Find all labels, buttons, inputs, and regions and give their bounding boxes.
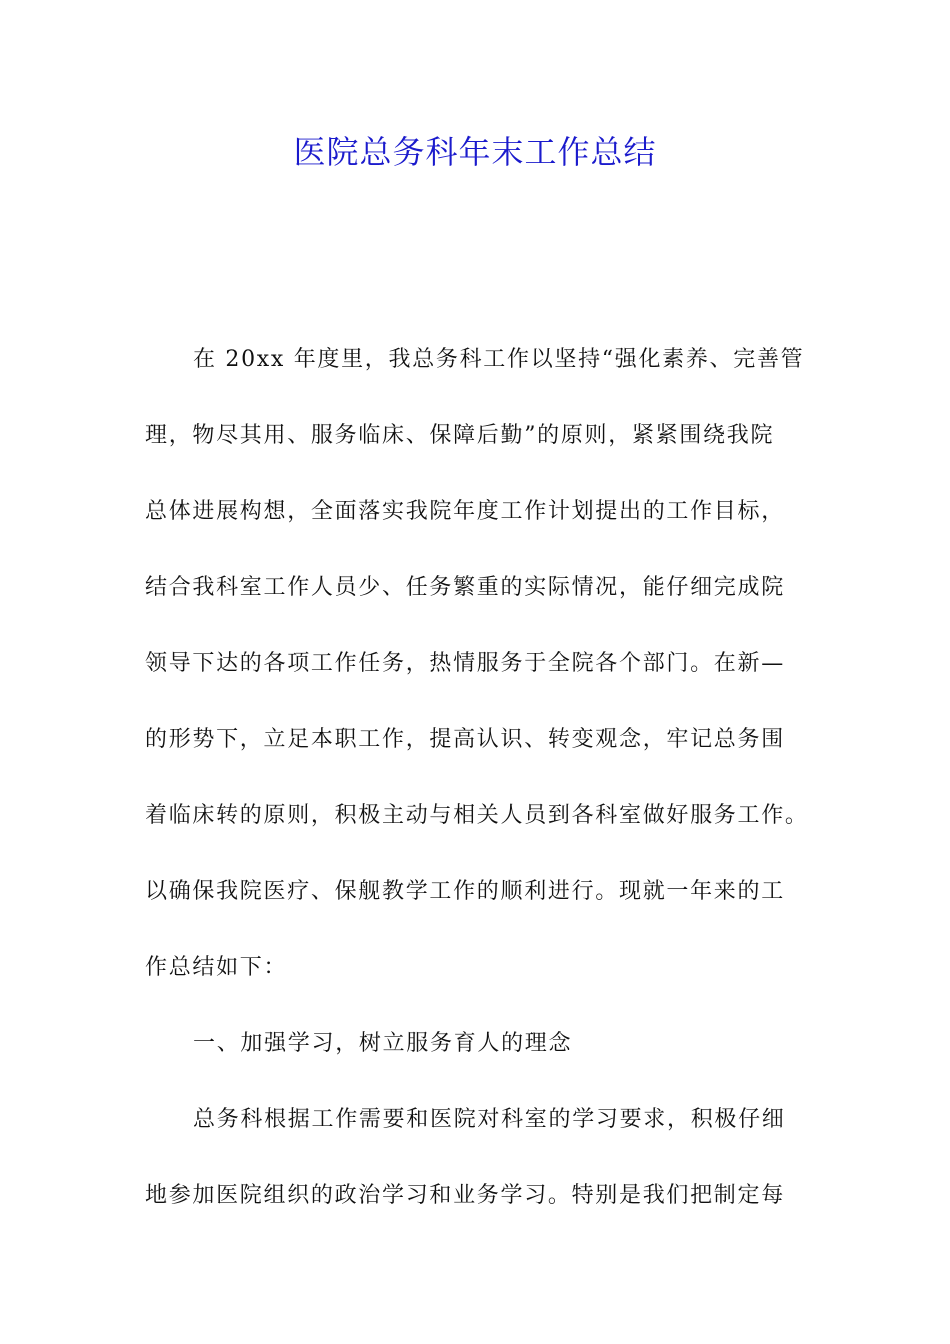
paragraph-line: 地参加医院组织的政治学习和业务学习。特别是我们把制定每	[145, 1183, 785, 1208]
paragraph-line: 以确保我院医疗、保舰教学工作的顺利进行。现就一年来的工	[145, 879, 785, 904]
document-body	[145, 336, 825, 1248]
paragraph-line: 作总结如下：	[145, 955, 288, 980]
paragraph-line: 总体进展构想，全面落实我院年度工作计划提出的工作目标，	[145, 499, 785, 524]
section-heading: 一、加强学习，树立服务育人的理念	[193, 1031, 573, 1056]
paragraph-line: 着临床转的原则，积极主动与相关人员到各科室做好服务工作。	[145, 803, 809, 828]
paragraph-line: 的形势下，立足本职工作，提高认识、转变观念，牢记总务围	[145, 727, 785, 752]
paragraph-line: 在 20xx 年度里，我总务科工作以坚持“强化素养、完善管	[193, 347, 805, 372]
paragraph-line: 领导下达的各项工作任务，热情服务于全院各个部门。在新—	[145, 651, 785, 676]
paragraph-line: 结合我科室工作人员少、任务繁重的实际情况，能仔细完成院	[145, 575, 785, 600]
document-title: 医院总务科年末工作总结	[293, 133, 657, 171]
paragraph-line: 总务科根据工作需要和医院对科室的学习要求，积极仔细	[193, 1107, 786, 1132]
paragraph-line: 理，物尽其用、服务临床、保障后勤”的原则，紧紧围绕我院	[145, 423, 775, 448]
